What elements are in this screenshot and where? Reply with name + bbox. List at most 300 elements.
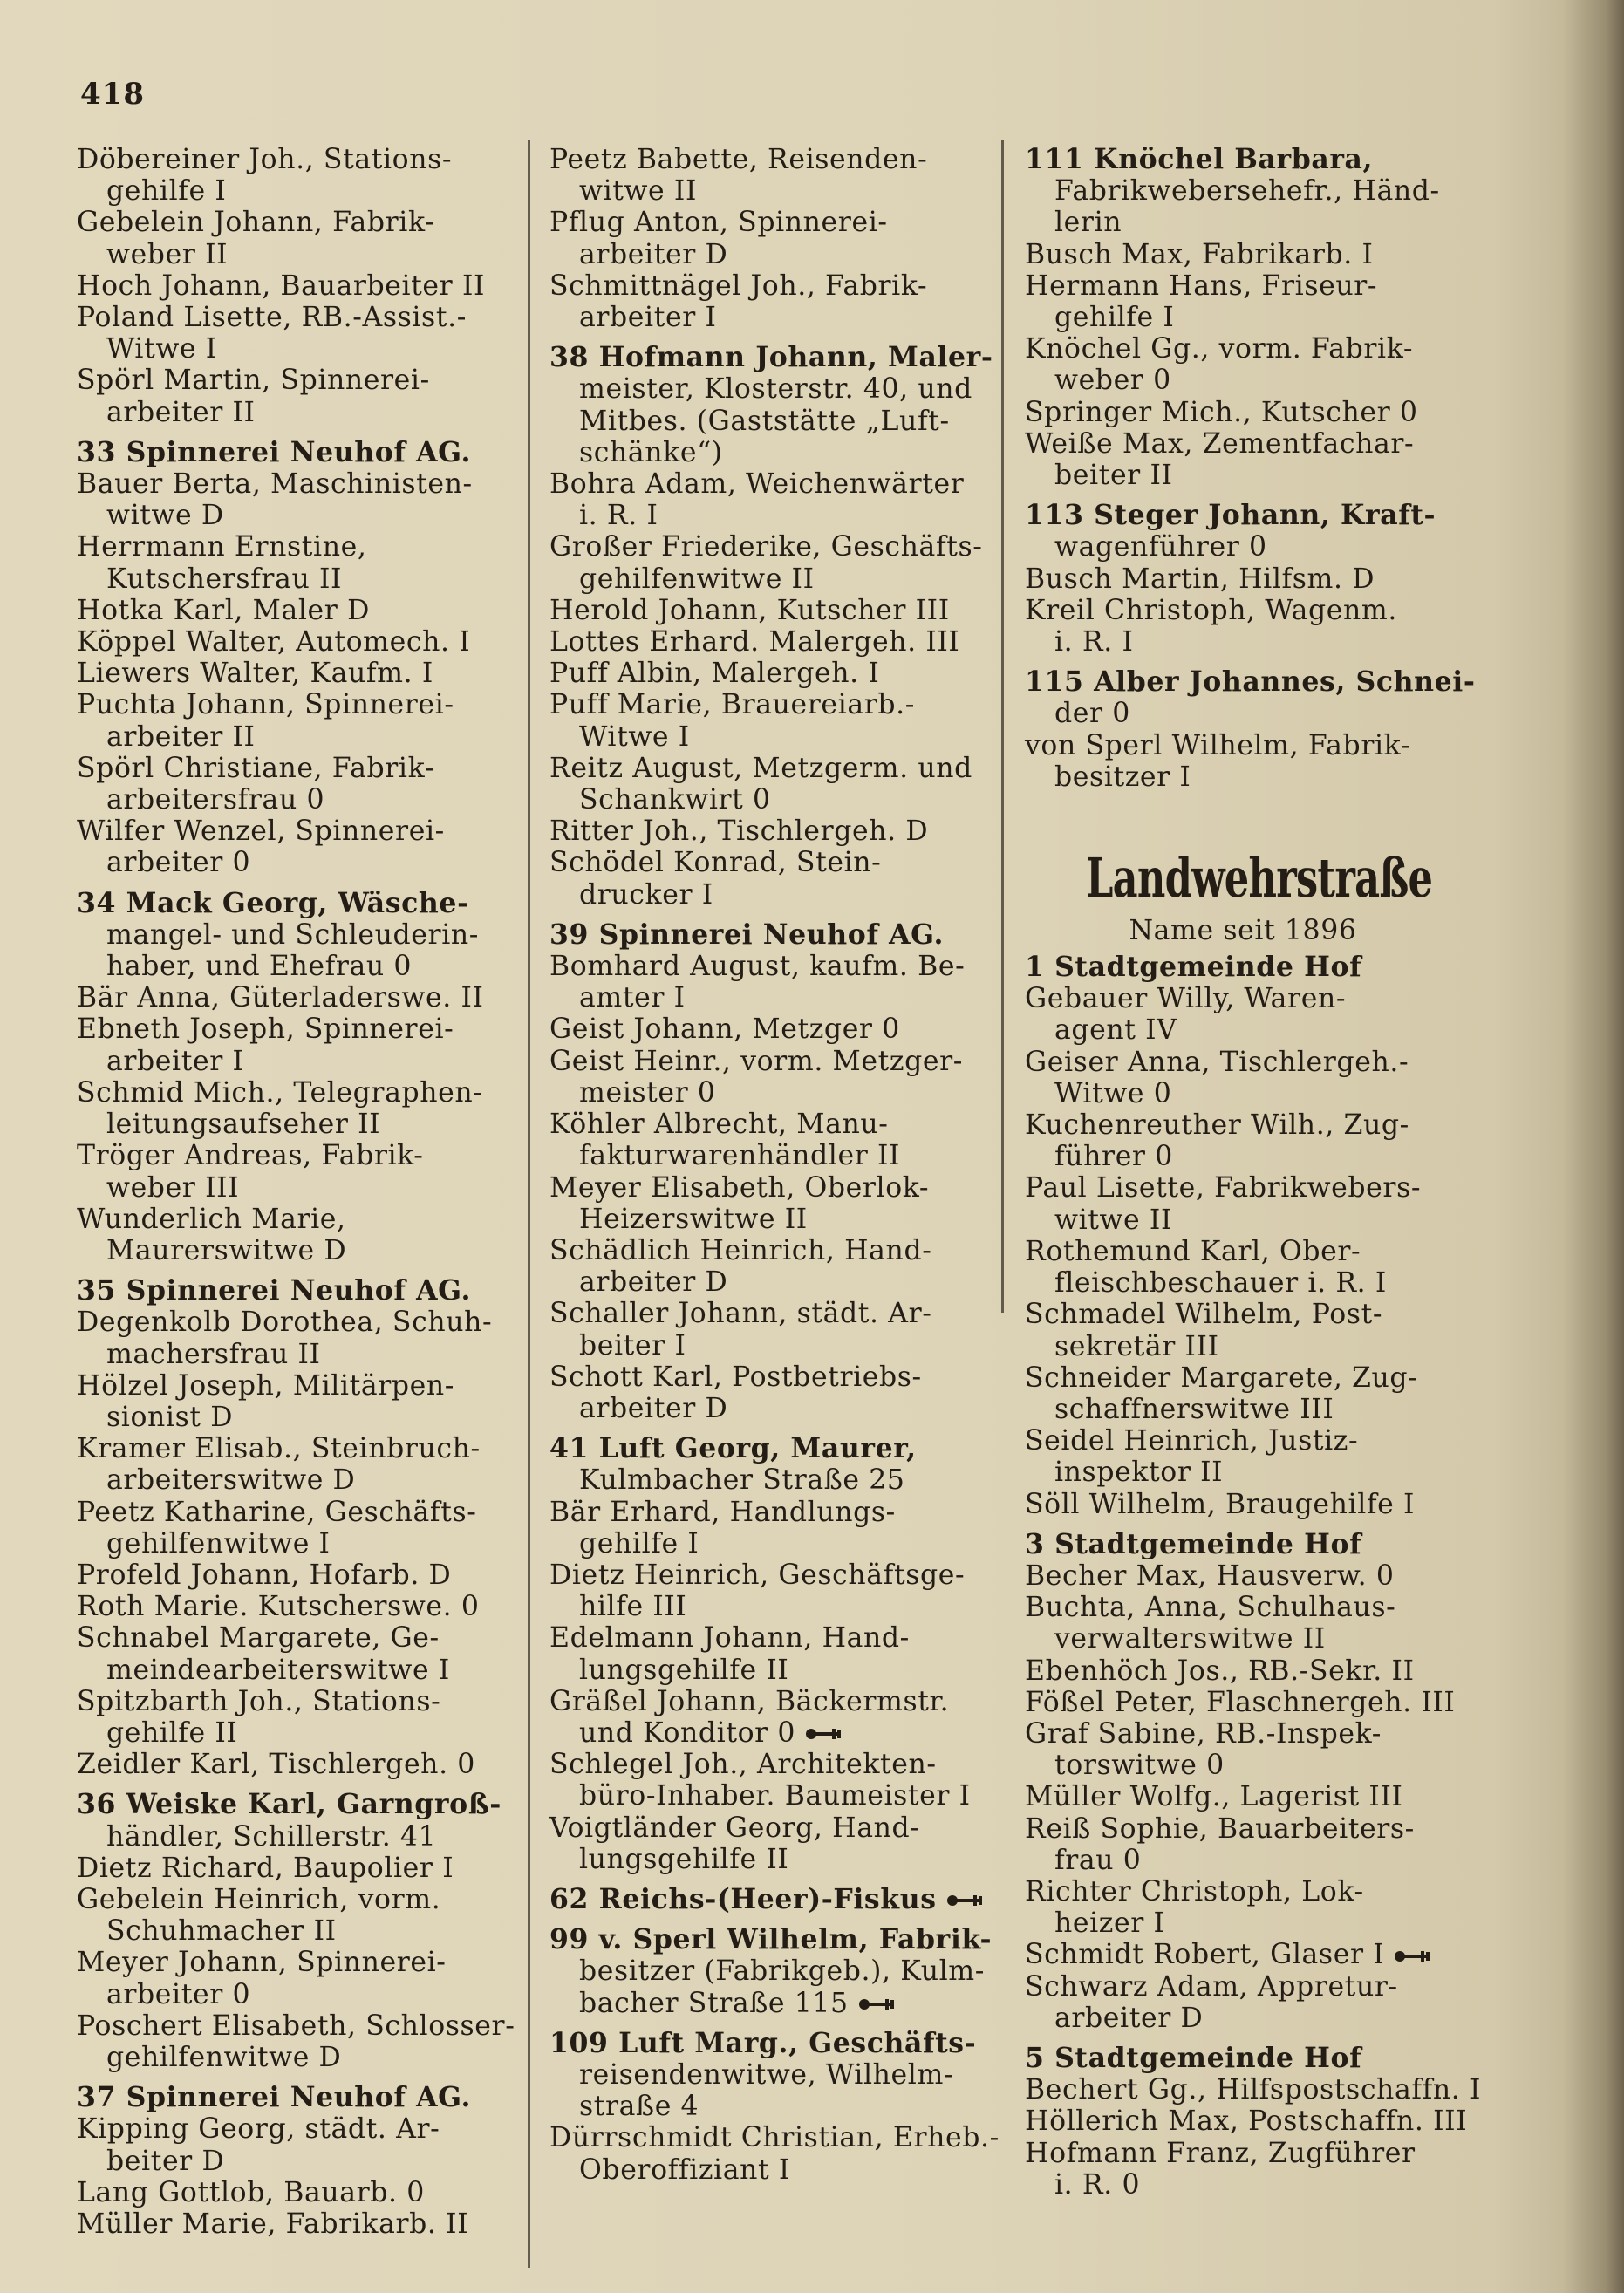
resident-entry <box>1025 983 1461 1014</box>
resident-entry <box>549 1559 979 1591</box>
entry-text: Fabrikwebersehefr., Händ- <box>1054 175 1440 208</box>
resident-entry <box>1025 428 1461 460</box>
entry-text: Witwe I <box>579 720 690 753</box>
entry-text: i. R. I <box>1054 626 1134 659</box>
entry-text: Seidel Heinrich, Justiz- <box>1025 1425 1359 1457</box>
entry-continuation <box>549 500 979 531</box>
entry-continuation <box>549 373 979 405</box>
entry-text: 1 Stadtgemeinde Hof <box>1025 951 1362 984</box>
entry-text: Schlegel Joh., Architekten- <box>549 1749 937 1781</box>
resident-entry <box>549 816 979 847</box>
entry-text: witwe D <box>106 500 224 532</box>
page-number: 418 <box>80 77 145 112</box>
house-entry <box>549 919 979 951</box>
entry-text: Wunderlich Marie, <box>77 1203 346 1235</box>
entry-text: Geiser Anna, Tischlergeh.- <box>1025 1046 1409 1078</box>
entry-continuation <box>549 1266 979 1298</box>
entry-continuation <box>1025 1750 1461 1781</box>
entry-continuation <box>1025 1394 1461 1425</box>
entry-text: der 0 <box>1054 698 1130 730</box>
column-1 <box>77 144 515 2240</box>
entry-text: gehilfe I <box>106 175 227 208</box>
house-entry <box>1025 665 1476 699</box>
entry-continuation <box>1025 365 1461 396</box>
entry-continuation <box>1025 207 1461 238</box>
entry-text: witwe II <box>1054 1204 1172 1236</box>
entry-text: sionist D <box>106 1401 234 1433</box>
entry-continuation <box>1025 761 1461 793</box>
entry-continuation <box>1025 1078 1461 1109</box>
resident-entry <box>549 2122 1000 2154</box>
resident-entry <box>77 1622 502 1654</box>
house-entry <box>549 341 993 374</box>
resident-entry <box>549 1622 979 1654</box>
entry-text: Puff Marie, Brauereiarb.- <box>549 689 915 721</box>
entry-continuation <box>549 1393 979 1424</box>
entry-text: büro-Inhaber. Baumeister I <box>579 1780 971 1812</box>
entry-text: Richter Christoph, Lok- <box>1025 1875 1364 1907</box>
entry-text: Witwe 0 <box>1054 1077 1172 1109</box>
entry-text: arbeitersfrau 0 <box>106 784 325 816</box>
resident-entry <box>77 1947 502 1978</box>
entry-text: Gebauer Willy, Waren- <box>1025 983 1347 1015</box>
resident-entry <box>77 1370 502 1402</box>
entry-text: 3 Stadtgemeinde Hof <box>1025 1527 1362 1560</box>
entry-text: Maurerswitwe D <box>106 1234 347 1266</box>
entry-text: 115 Alber Johannes, Schnei- <box>1025 665 1476 699</box>
entry-text: Ebenhöch Jos., RB.-Sekr. II <box>1025 1655 1415 1687</box>
entry-continuation <box>549 1330 979 1361</box>
entry-continuation <box>1025 2003 1461 2034</box>
entry-continuation <box>77 1339 502 1370</box>
resident-entry <box>1025 1560 1461 1592</box>
entry-text: Hölzel Joseph, Militärpen- <box>77 1369 455 1402</box>
house-entry <box>77 437 502 468</box>
entry-continuation <box>77 1109 502 1140</box>
resident-entry <box>549 1172 979 1204</box>
entry-continuation <box>549 437 979 468</box>
resident-entry <box>1025 1592 1461 1623</box>
resident-entry <box>77 1497 502 1528</box>
entry-continuation <box>549 1780 979 1812</box>
entry-text: Schott Karl, Postbetriebs- <box>549 1361 922 1393</box>
entry-text: agent IV <box>1054 1014 1177 1047</box>
key-icon <box>804 1726 843 1742</box>
entry-text: Herold Johann, Kutscher III <box>549 594 950 626</box>
entry-text: Schmid Mich., Telegraphen- <box>77 1076 483 1109</box>
resident-entry <box>77 816 502 847</box>
entry-continuation <box>77 1915 502 1947</box>
entry-continuation <box>1025 1014 1461 1046</box>
entry-continuation <box>77 1464 502 1496</box>
entry-continuation <box>549 2154 979 2186</box>
resident-entry <box>1025 563 1461 595</box>
entry-text: 62 Reichs-(Heer)-Fiskus <box>549 1882 937 1915</box>
entry-text: Roth Marie. Kutscherswe. 0 <box>77 1591 480 1623</box>
entry-text: Meyer Johann, Spinnerei- <box>77 1947 447 1979</box>
entry-text: gehilfenwitwe II <box>579 563 815 595</box>
entry-text: lerin <box>1054 207 1122 239</box>
resident-entry <box>77 1559 502 1591</box>
resident-entry <box>77 658 502 689</box>
resident-entry <box>1025 1109 1461 1141</box>
resident-entry <box>1025 730 1461 761</box>
resident-entry <box>1025 333 1461 365</box>
entry-continuation <box>549 1717 979 1749</box>
entry-text: Herrmann Ernstine, <box>77 531 367 563</box>
resident-entry <box>77 2113 502 2145</box>
entry-continuation <box>549 175 979 207</box>
resident-entry <box>549 1298 979 1329</box>
entry-text: Rothemund Karl, Ober- <box>1025 1235 1361 1267</box>
entry-text: beiter I <box>579 1329 686 1361</box>
street-subtitle: Name seit 1896 <box>1129 915 1357 947</box>
resident-entry <box>1025 2105 1468 2138</box>
entry-text: meindearbeiterswitwe I <box>106 1654 450 1686</box>
entry-text: 39 Spinnerei Neuhof AG. <box>549 918 945 951</box>
entry-text: Mitbes. (Gaststätte „Luft- <box>579 405 950 437</box>
resident-entry <box>1025 1718 1461 1750</box>
entry-continuation <box>1025 1205 1461 1236</box>
entry-continuation <box>77 333 502 365</box>
entry-text: Dietz Richard, Baupolier I <box>77 1852 454 1884</box>
house-entry <box>77 2082 502 2113</box>
entry-continuation <box>1025 302 1461 333</box>
entry-text: Fößel Peter, Flaschnergeh. III <box>1025 1686 1456 1718</box>
entry-text: gehilfe I <box>579 1527 699 1559</box>
house-entry <box>77 1275 502 1307</box>
resident-entry <box>77 689 502 720</box>
entry-continuation <box>549 1655 979 1686</box>
entry-text: witwe II <box>579 175 697 208</box>
entry-text: Gräßel Johann, Bäckermstr. <box>549 1685 950 1717</box>
key-icon <box>857 1996 896 2012</box>
entry-text: torswitwe 0 <box>1054 1750 1225 1782</box>
resident-entry <box>549 144 979 175</box>
entry-text: Peetz Babette, Reisenden- <box>549 144 928 175</box>
entry-text: fleischbeschauer i. R. I <box>1054 1267 1387 1300</box>
entry-text: Geist Johann, Metzger 0 <box>549 1013 900 1046</box>
entry-text: 111 Knöchel Barbara, <box>1025 143 1374 175</box>
house-entry <box>1025 144 1461 175</box>
entry-text: arbeiter II <box>106 720 256 753</box>
entry-text: reisendenwitwe, Wilhelm- <box>579 2058 954 2091</box>
entry-text: 36 Weiske Karl, Garngroß- <box>77 1788 502 1821</box>
entry-text: Lang Gottlob, Bauarb. 0 <box>77 2176 425 2208</box>
resident-entry <box>549 1046 979 1077</box>
entry-text: meister, Klosterstr. 40, und <box>579 373 972 406</box>
resident-entry <box>1025 595 1461 626</box>
entry-text: schänke“) <box>579 436 723 468</box>
entry-text: arbeiter 0 <box>106 1978 251 2010</box>
resident-entry <box>77 1204 502 1235</box>
resident-entry <box>1025 1299 1461 1330</box>
entry-text: Bechert Gg., Hilfspostschaffn. I <box>1025 2074 1481 2106</box>
resident-entry <box>549 1013 979 1045</box>
resident-entry <box>1025 1781 1461 1812</box>
house-entry <box>549 1433 979 1464</box>
entry-text: Springer Mich., Kutscher 0 <box>1025 396 1418 428</box>
resident-entry <box>549 1497 979 1528</box>
resident-entry <box>549 1109 979 1140</box>
entry-text: arbeiter I <box>106 1045 244 1077</box>
entry-text: Paul Lisette, Fabrikwebers- <box>1025 1172 1422 1205</box>
house-entry <box>549 1884 979 1915</box>
entry-continuation <box>77 500 502 531</box>
entry-text: Schneider Margarete, Zug- <box>1025 1361 1418 1394</box>
resident-entry <box>1025 1425 1461 1457</box>
entry-text: Kulmbacher Straße 25 <box>579 1464 905 1497</box>
entry-text: gehilfenwitwe D <box>106 2041 342 2073</box>
entry-text: Bomhard August, kaufm. Be- <box>549 951 966 983</box>
entry-text: Döbereiner Joh., Stations- <box>77 144 453 175</box>
resident-entry <box>549 1812 979 1844</box>
resident-entry <box>1025 1687 1461 1718</box>
entry-text: Schmidt Robert, Glaser I <box>1025 1939 1385 1971</box>
entry-text: inspektor II <box>1054 1457 1224 1489</box>
entry-continuation <box>77 784 502 816</box>
entry-text: Gebelein Heinrich, vorm. <box>77 1883 441 1915</box>
entry-text: sekretär III <box>1054 1330 1219 1362</box>
entry-text: Kramer Elisab., Steinbruch- <box>77 1433 481 1465</box>
entry-continuation <box>1025 1331 1461 1362</box>
entry-continuation <box>77 1979 502 2010</box>
resident-entry <box>1025 2138 1461 2169</box>
entry-text: Hermann Hans, Friseur- <box>1025 270 1378 302</box>
resident-entry <box>549 1686 979 1717</box>
entry-text: Spörl Martin, Spinnerei- <box>77 365 430 397</box>
entry-text: Reiß Sophie, Bauarbeiters- <box>1025 1812 1415 1845</box>
entry-text: i. R. I <box>579 500 658 532</box>
entry-continuation <box>77 1046 502 1077</box>
resident-entry <box>1025 1655 1461 1687</box>
entry-text: Schwarz Adam, Appretur- <box>1025 1970 1398 2003</box>
entry-text: Pflug Anton, Spinnerei- <box>549 207 888 239</box>
entry-continuation <box>1025 698 1461 729</box>
entry-text: Schuhmacher II <box>106 1915 337 1948</box>
entry-text: Schmadel Wilhelm, Post- <box>1025 1299 1383 1331</box>
resident-entry <box>77 1013 502 1045</box>
entry-text: gehilfe I <box>1054 302 1175 334</box>
resident-entry <box>549 1749 979 1780</box>
entry-text: besitzer I <box>1054 761 1191 793</box>
entry-text: Bauer Berta, Maschinisten- <box>77 468 473 501</box>
entry-continuation <box>549 1077 979 1109</box>
entry-text: Kipping Georg, städt. Ar- <box>77 2113 440 2146</box>
entry-text: weber 0 <box>1054 365 1171 397</box>
entry-text: Wilfer Wenzel, Spinnerei- <box>77 816 445 848</box>
entry-text: Schödel Konrad, Stein- <box>549 847 882 879</box>
resident-entry <box>1025 1813 1461 1845</box>
entry-text: Edelmann Johann, Hand- <box>549 1622 910 1655</box>
entry-continuation <box>549 1528 979 1559</box>
entry-text: hilfe III <box>579 1591 687 1623</box>
entry-continuation <box>1025 1907 1461 1939</box>
entry-continuation <box>549 1204 979 1235</box>
entry-continuation <box>77 721 502 753</box>
entry-continuation <box>549 2091 979 2122</box>
entry-continuation <box>549 2059 979 2091</box>
entry-continuation <box>1025 1623 1461 1655</box>
entry-continuation <box>1025 1141 1461 1172</box>
entry-text: lungsgehilfe II <box>579 1843 789 1875</box>
house-entry <box>1025 952 1461 983</box>
entry-text: Ebneth Joseph, Spinnerei- <box>77 1013 454 1046</box>
entry-text: drucker I <box>579 878 713 911</box>
entry-continuation <box>1025 531 1461 563</box>
entry-text: amter I <box>579 982 686 1014</box>
entry-text: führer 0 <box>1054 1141 1173 1173</box>
entry-text: Schädlich Heinrich, Hand- <box>549 1234 932 1266</box>
entry-text: 35 Spinnerei Neuhof AG. <box>77 1274 472 1307</box>
entry-continuation <box>77 2146 502 2177</box>
resident-entry <box>1025 397 1461 428</box>
resident-entry <box>549 1235 979 1266</box>
entry-continuation <box>77 1528 502 1559</box>
entry-text: Köhler Albrecht, Manu- <box>549 1109 889 1141</box>
entry-text: Höllerich Max, Postschaffn. III <box>1025 2105 1468 2138</box>
entry-text: 113 Steger Johann, Kraft- <box>1025 499 1436 532</box>
entry-text: Weiße Max, Zementfachar- <box>1025 427 1415 460</box>
entry-text: Busch Martin, Hilfsm. D <box>1025 563 1375 595</box>
entry-continuation <box>549 1844 979 1875</box>
entry-continuation <box>77 1172 502 1204</box>
resident-entry <box>549 595 979 626</box>
resident-entry <box>77 982 502 1013</box>
entry-text: straße 4 <box>579 2091 699 2123</box>
entry-text: Kuchenreuther Wilh., Zug- <box>1025 1109 1409 1142</box>
entry-text: Dietz Heinrich, Geschäftsge- <box>549 1559 966 1591</box>
entry-text: Zeidler Karl, Tischlergeh. 0 <box>77 1749 475 1781</box>
entry-text: Müller Wolfg., Lagerist III <box>1025 1781 1403 1813</box>
entry-text: Poland Lisette, RB.-Assist.- <box>77 302 467 334</box>
entry-text: arbeiter II <box>106 396 256 428</box>
entry-text: 37 Spinnerei Neuhof AG. <box>77 2081 472 2114</box>
entry-continuation <box>549 982 979 1013</box>
entry-text: beiter D <box>106 2145 225 2177</box>
resident-entry <box>77 1686 502 1717</box>
entry-text: lungsgehilfe II <box>579 1654 789 1686</box>
entry-text: haber, und Ehefrau 0 <box>106 951 413 983</box>
resident-entry <box>77 1853 502 1884</box>
entry-continuation <box>1025 460 1461 491</box>
entry-continuation <box>77 175 502 207</box>
entry-text: Liewers Walter, Kaufm. I <box>77 658 433 690</box>
street-heading: Landwehrstraße <box>1086 846 1433 911</box>
entry-continuation <box>549 239 979 270</box>
entry-text: Spörl Christiane, Fabrik- <box>77 752 434 784</box>
entry-text: Degenkolb Dorothea, Schuh- <box>77 1307 493 1339</box>
entry-text: beiter II <box>1054 460 1173 492</box>
entry-text: leitungsaufseher II <box>106 1109 381 1141</box>
entry-text: heizer I <box>1054 1907 1165 1940</box>
resident-entry <box>549 468 979 500</box>
entry-text: Heizerswitwe II <box>579 1203 808 1235</box>
entry-continuation <box>77 2042 502 2073</box>
key-icon <box>945 1893 984 1908</box>
entry-text: gehilfenwitwe I <box>106 1527 331 1559</box>
entry-text: Puff Albin, Malergeh. I <box>549 658 880 690</box>
entry-text: gehilfe II <box>106 1716 238 1749</box>
entry-text: Kreil Christoph, Wagenm. <box>1025 594 1397 626</box>
page-edge-shadow <box>1563 0 1624 2293</box>
entry-continuation <box>77 1655 502 1686</box>
entry-text: Bohra Adam, Weichenwärter <box>549 468 965 501</box>
resident-entry <box>549 626 979 658</box>
resident-entry <box>77 207 502 238</box>
entry-text: Großer Friederike, Geschäfts- <box>549 531 983 563</box>
entry-text: Spitzbarth Joh., Stations- <box>77 1685 441 1717</box>
entry-text: Oberoffiziant I <box>579 2153 790 2186</box>
entry-continuation <box>549 563 979 595</box>
resident-entry <box>77 1884 502 1915</box>
resident-entry <box>77 595 502 626</box>
house-entry <box>1025 2043 1461 2074</box>
entry-text: Knöchel Gg., vorm. Fabrik- <box>1025 333 1414 365</box>
entry-text: Köppel Walter, Automech. I <box>77 626 471 659</box>
entry-continuation <box>549 1464 979 1496</box>
entry-text: Tröger Andreas, Fabrik- <box>77 1140 424 1172</box>
entry-text: Poschert Elisabeth, Schlosser- <box>77 2010 515 2042</box>
resident-entry <box>1025 1236 1461 1267</box>
resident-entry <box>77 626 502 658</box>
entry-text: von Sperl Wilhelm, Fabrik- <box>1025 729 1411 761</box>
resident-entry <box>77 468 502 500</box>
entry-text: 109 Luft Marg., Geschäfts- <box>549 2026 977 2059</box>
entry-text: Becher Max, Hausverw. 0 <box>1025 1559 1395 1592</box>
entry-text: Geist Heinr., vorm. Metzger- <box>549 1045 963 1077</box>
house-entry <box>1025 1529 1461 1560</box>
entry-text: 41 Luft Georg, Maurer, <box>549 1432 917 1465</box>
entry-text: machersfrau II <box>106 1338 321 1370</box>
entry-text: weber II <box>106 238 229 270</box>
entry-text: frau 0 <box>1054 1844 1142 1876</box>
entry-continuation <box>549 1591 979 1622</box>
resident-entry <box>549 951 979 982</box>
resident-entry <box>549 689 979 720</box>
entry-text: weber III <box>106 1171 240 1204</box>
entry-continuation <box>77 919 502 951</box>
entry-continuation <box>549 721 979 753</box>
entry-text: mangel- und Schleuderin- <box>106 918 480 951</box>
house-entry <box>549 2028 979 2059</box>
entry-text: Dürrschmidt Christian, Erheb.- <box>549 2122 1000 2154</box>
resident-entry <box>77 2010 515 2042</box>
entry-text: Lottes Erhard. Malergeh. III <box>549 626 960 659</box>
entry-continuation <box>549 1988 979 2019</box>
entry-continuation <box>1025 175 1461 207</box>
entry-text: Graf Sabine, RB.-Inspek- <box>1025 1717 1382 1750</box>
entry-continuation <box>549 302 979 333</box>
entry-text: Bär Anna, Güterladerswe. II <box>77 982 484 1014</box>
resident-entry <box>77 1140 502 1171</box>
resident-entry <box>1025 239 1461 270</box>
entry-continuation <box>1025 2169 1461 2201</box>
entry-text: 5 Stadtgemeinde Hof <box>1025 2041 1362 2074</box>
resident-entry <box>1025 1489 1461 1520</box>
resident-entry <box>77 365 502 396</box>
resident-entry <box>549 207 979 238</box>
entry-continuation <box>77 1717 502 1749</box>
entry-continuation <box>77 397 502 428</box>
entry-continuation <box>549 879 979 911</box>
entry-continuation <box>549 1140 979 1171</box>
resident-entry <box>549 847 979 878</box>
entry-text: arbeiter I <box>579 302 717 334</box>
resident-entry <box>77 2177 502 2208</box>
resident-entry <box>77 1433 502 1464</box>
resident-entry <box>77 1591 502 1622</box>
